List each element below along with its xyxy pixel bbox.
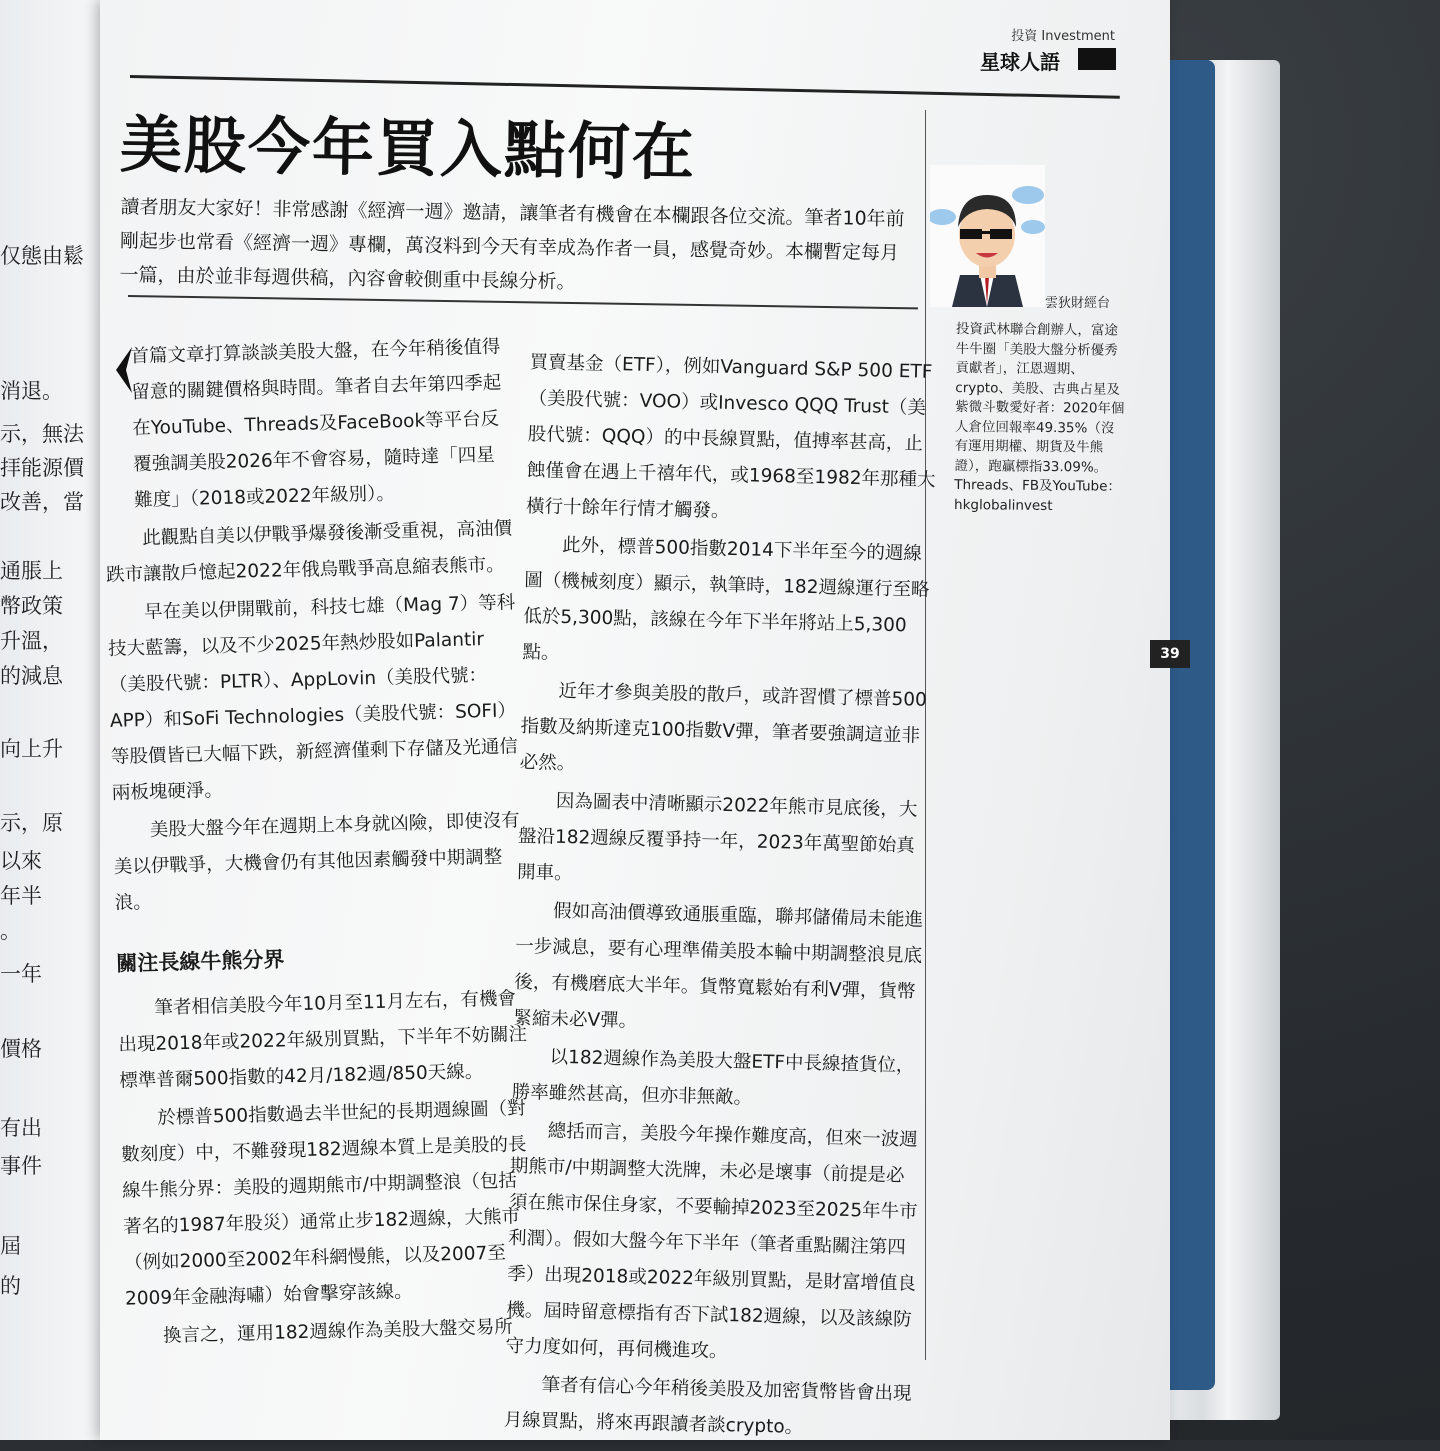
paragraph: 假如高油價導致通脹重臨，聯邦儲備局未能進一步減息，要有心理準備美股本輪中期調整浪見底後，有機磨底大半年。貨幣寬鬆始有利V彈，貨幣緊縮未必V彈。 bbox=[513, 900, 924, 1032]
left-page-fragment: 有出 bbox=[0, 1116, 42, 1140]
article-title: 美股今年買入點何在 bbox=[119, 108, 697, 190]
left-page-fragment: 拝能源價 bbox=[0, 456, 84, 480]
left-page-fragment: 向上升 bbox=[0, 737, 63, 761]
subheading: 關注長線牛熊分界 bbox=[116, 947, 285, 976]
paragraph: 此外，標普500指數2014下半年至今的週線圖（機械刻度）顯示，執筆時，182週線運行至略低於5,300點，該線在今年下半年將站上5,300點。 bbox=[522, 534, 930, 664]
left-page-fragment: 價格 bbox=[0, 1037, 42, 1061]
left-page-fragment: 屆 bbox=[0, 1234, 21, 1258]
paragraph: 因為圖表中清晰顯示2022年熊市見底後，大盤沿182週線反覆爭持一年，2023年萬聖節始真開車。 bbox=[516, 790, 918, 885]
section-header: 投資 Investment bbox=[1011, 29, 1115, 44]
left-page-fragment: 通脹上 bbox=[0, 559, 63, 583]
avatar-illustration bbox=[930, 165, 1045, 307]
left-page-fragment: 示，原 bbox=[0, 811, 63, 835]
left-page-fragment: 。 bbox=[0, 919, 21, 943]
paragraph: 於標普500指數過去半世紀的長期週線圖（對數刻度）中，不難發現182週線本質上是美股的長線牛熊分界：美股的週期熊市/中期調整浪（包括著名的1987年股災）通常止步182週線，大熊市（例如2000至2002年科網慢熊，以及2007至2009年金融海嘯）始會擊穿該線。 bbox=[121, 1098, 527, 1310]
page-number: 39 bbox=[1150, 640, 1190, 668]
paragraph: 買賣基金（ETF），例如Vanguard S&P 500 ETF（美股代號：VOO）或Invesco QQQ Trust（美股代號：QQQ）的中長線買點，值搏率甚高，止蝕僅會在遇上千禧年代，或1968至1982年那種大橫行十餘年行情才觸發。 bbox=[525, 351, 936, 522]
author-avatar bbox=[930, 165, 1045, 307]
article-column-2 bbox=[503, 345, 940, 1451]
paragraph: 近年才參與美股的散戶，或許習慣了標普500指數及納斯達克100指數V彈，筆者要強調這並非必然。 bbox=[519, 680, 928, 775]
paragraph: 筆者相信美股今年10月至11月左右，有機會出現2018年或2022年級別買點，下半年不妨關注標準普爾500指數的42月/182週/850天線。 bbox=[118, 988, 528, 1092]
left-page-fragment: 事件 bbox=[0, 1154, 42, 1178]
article-column-1 bbox=[100, 329, 537, 1357]
column-name-block bbox=[1078, 48, 1116, 70]
left-page-fragment: 幣政策 bbox=[0, 594, 63, 618]
paragraph: 早在美以伊開戰前，科技七雄（Mag 7）等科技大藍籌，以及不少2025年熱炒股如Palantir（美股代號：PLTR）、AppLovin（美股代號：APP）和SoFi Technologies（美股代號：SOFI）等股價皆已大幅下跌，新經濟僅剩下存儲及光通信兩板塊硬淨。 bbox=[107, 592, 519, 804]
author-name: 雲狄財經台 bbox=[1045, 296, 1111, 311]
left-page-fragment: 的減息 bbox=[0, 664, 63, 688]
paragraph: 以182週線作為美股大盤ETF中長線揸貨位，勝率雖然甚高，但亦非無敵。 bbox=[511, 1046, 915, 1109]
left-page-fragment: 的 bbox=[0, 1274, 21, 1298]
paragraph: 此觀點自美以伊戰爭爆發後漸受重視，高油價跌市讓散戶憶起2022年俄烏戰爭高息縮表熊市。 bbox=[105, 518, 513, 586]
column-name: 星球人語 bbox=[980, 50, 1060, 74]
left-page-fragment: 改善，當 bbox=[0, 490, 84, 514]
paragraph: 筆者有信心今年稍後美股及加密貨幣皆會出現月線買點，將來再跟讀者談crypto。 bbox=[503, 1374, 912, 1438]
left-page-fragment: 消退。 bbox=[0, 379, 63, 403]
left-page-fragment: 示，無法 bbox=[0, 422, 84, 446]
paragraph: 換言之，運用182週線作為美股大盤交易所 bbox=[162, 1316, 514, 1347]
article-intro: 讀者朋友大家好！非常感謝《經濟一週》邀請，讓筆者有機會在本欄跟各位交流。筆者10年前剛起步也常看《經濟一週》專欄，萬沒料到今天有幸成為作者一員，感覺奇妙。本欄暫定每月一篇，由於並非每週供稿，內容會較側重中長線分析。 bbox=[119, 196, 905, 294]
author-bio: 投資武林聯合創辦人，富途牛牛圈「美股大盤分析優秀貢獻者」，江恩週期、crypto、美股、古典占星及紫微斗數愛好者：2020年個人倉位回報率49.35%（沒有運用期權、期貨及牛熊證），跑贏標指33.09%。Threads、FB及YouTube：hkglobalinvest bbox=[954, 321, 1125, 514]
left-page-fragment: 年半 bbox=[0, 884, 42, 908]
paragraph: 總括而言，美股今年操作難度高，但來一波週期熊市/中期調整大洗牌，未必是壞事（前提是必須在熊市保住身家，不要輸掉2023至2025年牛市利潤）。假如大盤今年下半年（筆者重點關注第四季）出現2018或2022年級別買點，是財富增值良機。屆時留意標指有否下試182週線，以及該線防守力度如何，再伺機進攻。 bbox=[505, 1120, 918, 1363]
left-page-fragment: 仅態由鬆 bbox=[0, 244, 84, 268]
left-page-fragment: 一年 bbox=[0, 962, 42, 986]
left-page-fragment: 升溫， bbox=[0, 629, 63, 653]
paragraph: 首篇文章打算談談美股大盤，在今年稍後值得留意的關鍵價格與時間。筆者自去年第四季起在YouTube、Threads及FaceBook等平台反覆強調美股2026年不會容易，隨時達「四星難度」（2018或2022年級別）。 bbox=[130, 336, 502, 512]
left-page-fragment: 以來 bbox=[0, 849, 42, 873]
paragraph: 美股大盤今年在週期上本身就凶險，即使沒有美以伊戰爭，大機會仍有其他因素觸發中期調整浪。 bbox=[113, 810, 521, 914]
